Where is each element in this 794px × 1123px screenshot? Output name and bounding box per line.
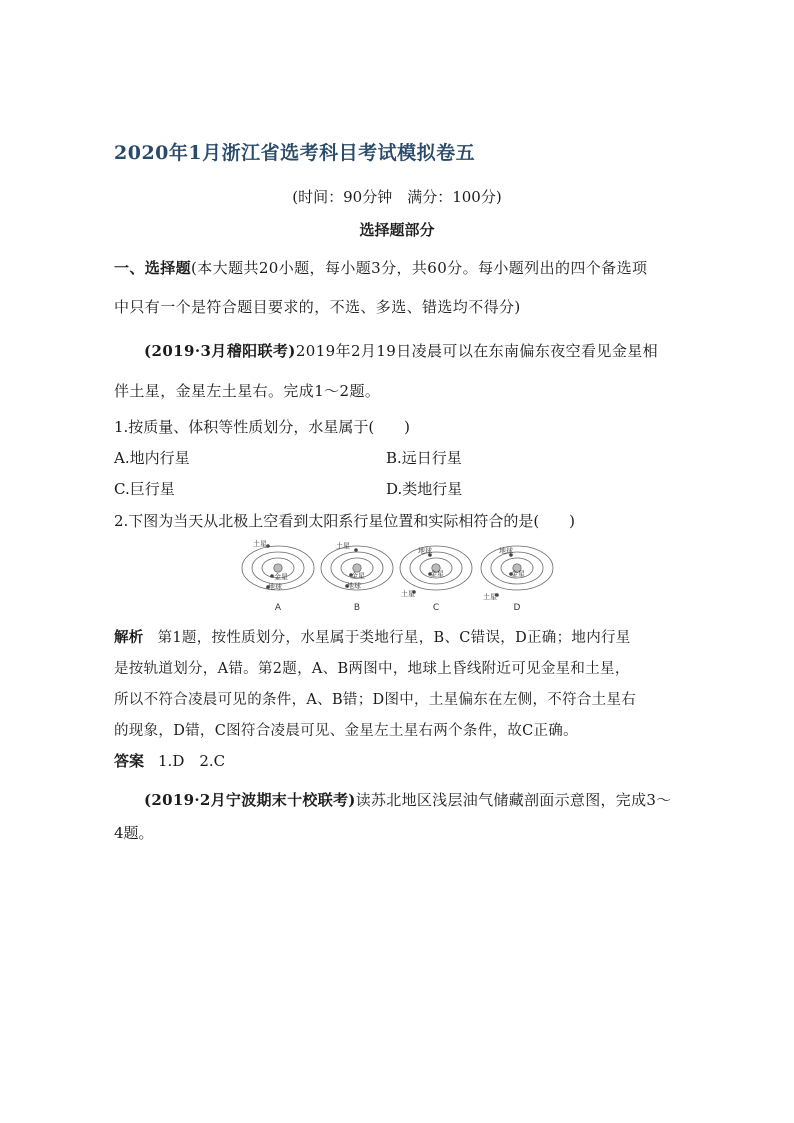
- page-title: 2020年1月浙江省选考科目考试模拟卷五: [114, 142, 476, 164]
- planet-label: 金星: [351, 572, 365, 580]
- answer-text: 1.D 2.C: [158, 752, 226, 770]
- q1-option-a[interactable]: A.地内行星: [114, 449, 190, 467]
- sun-icon: [274, 564, 282, 572]
- passage1-text: 2019年2月19日凌晨可以在东南偏东夜空看见金星相: [295, 342, 659, 360]
- analysis-line-3: 所以不符合凌晨可见的条件，A、B错；D图中，土星偏东在左侧，不符合土星右: [114, 692, 637, 708]
- passage1-source: (2019·3月稽阳联考): [144, 342, 296, 360]
- planet-label: 地球: [268, 583, 282, 591]
- planet-label: 地球: [499, 547, 513, 555]
- planet-label: 金星: [511, 570, 525, 578]
- planet-diagrams-svg: [240, 540, 560, 612]
- planet-label: 土星: [253, 540, 267, 548]
- planet-position-diagrams: [240, 540, 560, 612]
- sun-icon: [353, 564, 361, 572]
- instructions-lead: 一、选择题: [114, 259, 192, 277]
- planet-label: 金星: [274, 573, 288, 581]
- analysis-line-1: [114, 626, 631, 647]
- diagram-label-a: A: [274, 603, 282, 613]
- answer-label: 答案: [114, 752, 145, 770]
- diagram-label-d: D: [513, 603, 521, 613]
- analysis-line-4: 的现象，D错，C图符合凌晨可见、金星左土星右两个条件，故C正确。: [114, 723, 578, 739]
- passage2-text: 读苏北地区浅层油气储藏剖面示意图，完成3～: [355, 791, 672, 809]
- planet-label: 土星: [336, 542, 350, 550]
- planet-label: 地球: [418, 547, 432, 555]
- q1-option-b[interactable]: B.远日行星: [386, 449, 462, 467]
- section-heading: 选择题部分: [359, 221, 435, 239]
- analysis-label: 解析: [114, 629, 144, 646]
- q1-option-d[interactable]: D.类地行星: [386, 480, 463, 498]
- passage1-line-1: [144, 340, 658, 361]
- planet-label: 土星: [483, 593, 497, 601]
- passage2-line-1: [144, 789, 672, 810]
- diagram-label-c: C: [432, 603, 440, 613]
- instructions-line-2: 中只有一个是符合题目要求的，不选、多选、错选均不得分): [114, 298, 521, 316]
- passage2-line-2: 4题。: [114, 824, 154, 842]
- planet-label: 金星: [430, 570, 444, 578]
- planet-dot: [354, 548, 358, 552]
- analysis-line-2: 是按轨道划分，A错。第2题，A、B两图中，地球上昏线附近可见金星和土星，: [114, 661, 630, 677]
- answer-line: [114, 750, 225, 771]
- planet-label: 地球: [347, 582, 361, 590]
- instructions-line-1: [114, 257, 647, 278]
- passage2-source: (2019·2月宁波期末十校联考): [144, 791, 356, 809]
- question-2-stem: 2.下图为当天从北极上空看到太阳系行星位置和实际相符合的是( ): [114, 512, 576, 530]
- diagram-label-b: B: [353, 603, 361, 613]
- passage1-line-2: 伴土星，金星左土星右。完成1～2题。: [114, 382, 381, 400]
- exam-meta: (时间：90分钟 满分：100分): [292, 188, 502, 206]
- planet-label: 土星: [401, 590, 415, 598]
- analysis-text-1: 第1题，按性质划分，水星属于类地行星，B、C错误，D正确；地内行星: [157, 630, 631, 646]
- q1-option-c[interactable]: C.巨行星: [114, 480, 175, 498]
- instructions-rest: (本大题共20小题，每小题3分，共60分。每小题列出的四个备选项: [191, 259, 648, 277]
- question-1-stem: 1.按质量、体积等性质划分，水星属于( ): [114, 418, 411, 436]
